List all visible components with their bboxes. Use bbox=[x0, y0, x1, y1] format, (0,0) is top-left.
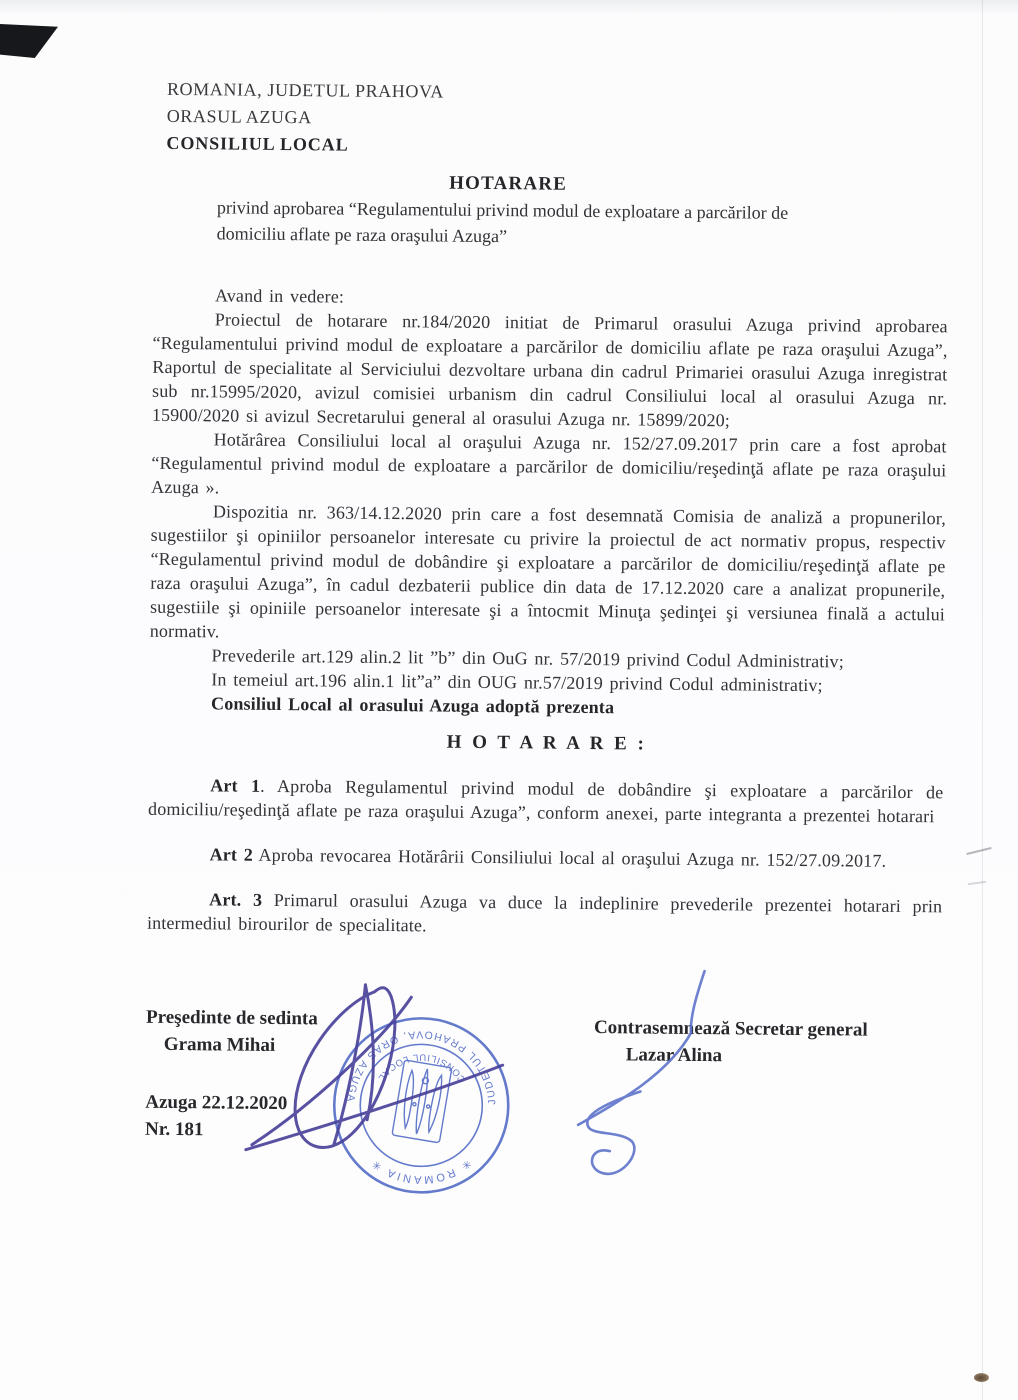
preamble-adoption-line: Consiliul Local al orasului Azuga adoptă prezenta bbox=[211, 693, 615, 718]
secretary-signature-block bbox=[594, 1014, 868, 1071]
president-signature-block bbox=[146, 1004, 318, 1060]
article-3-label: Art. 3 bbox=[209, 889, 263, 910]
document-header bbox=[166, 76, 444, 160]
preamble-legal-basis-1: Prevederile art.129 alin.2 lit ”b” din OuG nr. 57/2019 privind Codul Administrativ; bbox=[211, 645, 845, 672]
svg-text:✳ ROMANIA ✳ bbox=[368, 1156, 474, 1186]
president-title: Preşedinte de sedinta bbox=[145, 1006, 318, 1030]
scan-page-edge-line bbox=[982, 0, 983, 1400]
header-authority-council: CONSILIUL LOCAL bbox=[166, 132, 349, 155]
stamp-bottom-text: ✳ ROMANIA ✳ bbox=[368, 1155, 474, 1186]
document-subtitle bbox=[217, 194, 937, 253]
date-number-block bbox=[145, 1089, 287, 1144]
preamble-paragraph-disposition: Dispozitia nr. 363/14.12.2020 prin care a fost desemnată Comisia de analiză a propunerilor, sugestiilor şi opiniilor persoanelor interesate cu privire la proiectul de act normativ propus, respectiv “Regulamentul privind modul de dobândire şi exploatare a parcărilor de domiciliu/reşedinţă aflate pe raza oraşului Azuga”, în cadul dezbaterii publice din data de 17.12.2020 care a analizat propunerile, sugestiile şi opiniile persoanelor interesate şi a întocmit Minuţa şedinţei şi versiunea finală a actului normativ. bbox=[149, 501, 947, 642]
preamble-paragraph-project: Proiectul de hotarare nr.184/2020 initiat de Primarul orasului Azuga privind aprobarea “Regulamentului privind modul de exploatare a parcărilor de domiciliu aflate pe raza oraşului Azuga”, Raportul de specialitate al Serviciului dezvoltare urbana din cadrul Primariei orasului Azuga inregistrat sub nr.15995/2020, avizul comisiei urbanism din cadrul Consiliului local al orasului Azuga nr. 15900/2020 si avizul Secretarului general al orasului Azuga nr. 15899/2020; bbox=[151, 309, 948, 431]
article-1 bbox=[148, 773, 943, 829]
article-1-text: . Aproba Regulamentul privind modul de dobândire şi exploatare a parcărilor de domiciliu/reşedinţă aflate pe raza oraşului Azuga”, conform anexei, parte integranta a prezentei hotarari bbox=[148, 775, 944, 827]
header-authority-city: ORASUL AZUGA bbox=[166, 105, 312, 128]
preamble-intro: Avand in vedere: bbox=[214, 285, 345, 307]
header-authority-country: ROMANIA, JUDETUL PRAHOVA bbox=[166, 78, 445, 102]
official-stamp-icon bbox=[325, 1009, 517, 1201]
stamp-outer-ring-text: JUDETUL PRAHOVA, ORAS AZUGA bbox=[344, 1028, 499, 1106]
subtitle-line-1: privind aprobarea “Regulamentului privind modul de exploatare a parcărilor de bbox=[216, 197, 789, 223]
preamble-paragraph-decision-2017: Hotărârea Consiliului local al oraşului Azuga nr. 152/27.09.2017 prin care a fost aprobat “Regulamentul privind modul de exploatare a parcărilor de domiciliu/reşedinţă aflate pe raza oraşului Azuga ». bbox=[151, 429, 947, 498]
decision-number: Nr. 181 bbox=[144, 1118, 204, 1141]
article-2-label: Art 2 bbox=[209, 844, 253, 865]
place-and-date: Azuga 22.12.2020 bbox=[145, 1091, 288, 1115]
main-text-column bbox=[147, 283, 948, 943]
stamp-coat-of-arms-icon bbox=[392, 1060, 452, 1143]
article-3-text: Primarul orasului Azuga va duce la indeplinire prevederile prezentei hotarari prin intermediul birourilor de specialitate. bbox=[146, 889, 943, 936]
article-2 bbox=[148, 842, 943, 874]
secretary-title: Contrasemnează Secretar general bbox=[593, 1017, 868, 1041]
subtitle-line-2: domiciliu aflate pe raza oraşului Azuga” bbox=[216, 223, 508, 247]
decision-heading: H O T A R A R E : bbox=[446, 731, 646, 755]
svg-text:CONSILIUL LOCAL bbox=[375, 1051, 469, 1085]
scan-speck-artifact bbox=[974, 1373, 989, 1382]
president-name: Grama Mihai bbox=[163, 1033, 276, 1056]
preamble-legal-basis-2: In temeiul art.196 alin.1 lit”a” din OUG nr.57/2019 privind Codul administrativ; bbox=[211, 669, 823, 696]
document-title: HOTARARE bbox=[449, 172, 568, 195]
article-1-label: Art 1 bbox=[210, 775, 261, 796]
stamp-inner-ring-text: CONSILIUL LOCAL bbox=[374, 1051, 469, 1085]
article-2-text: Aproba revocarea Hotărârii Consiliului local al oraşului Azuga nr. 152/27.09.2017. bbox=[252, 844, 887, 871]
signature-secretary-ink bbox=[578, 970, 705, 1175]
article-3 bbox=[147, 887, 942, 943]
secretary-name: Lazar Alina bbox=[625, 1044, 723, 1067]
